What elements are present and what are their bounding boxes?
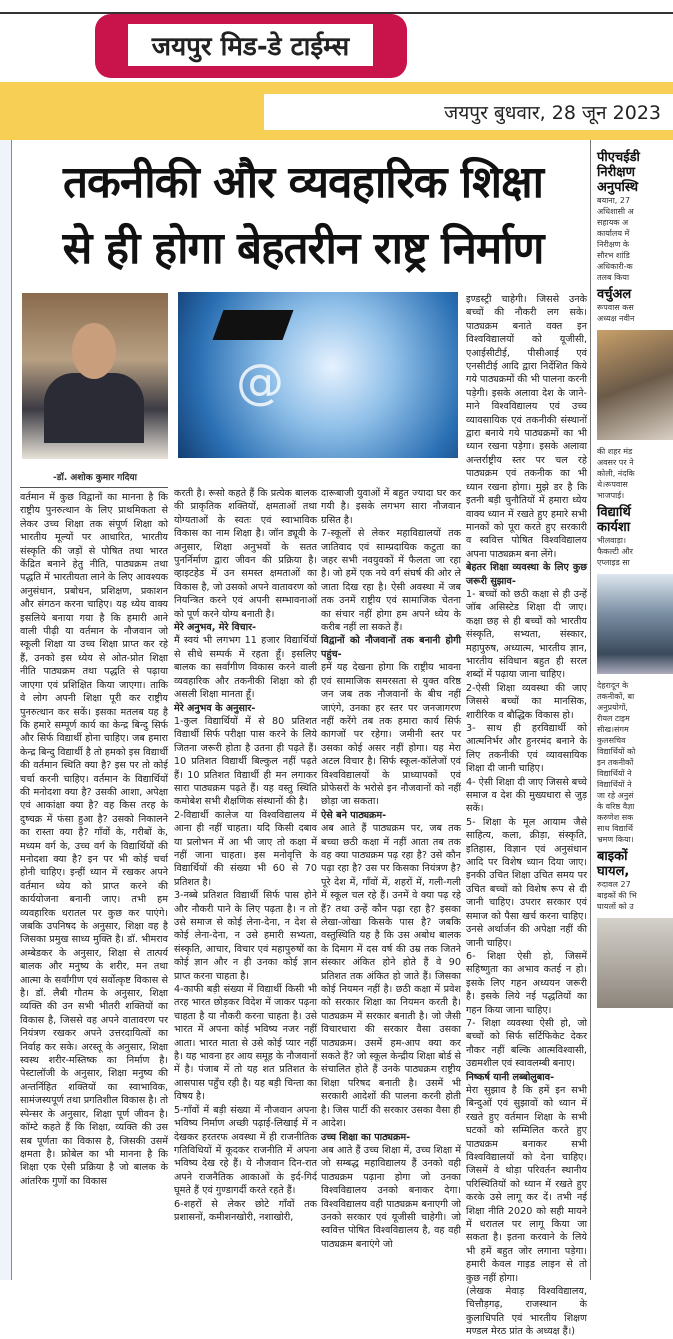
- masthead-title: जयपुर मिड-डे टाईम्स: [128, 24, 373, 66]
- sidebar-text-line: अधिकारी-क: [597, 262, 633, 271]
- paragraph: 3-नब्बे प्रतिशत विद्यार्थी सिर्फ पास होने और नौकरी पाने के लिए पढ़ता है। न तो उसे समाज से कोई लेना-देना, न देश से कोई लेना-देना, न उसे हमारी सभ्यता, संस्कृति, आचार, विचार एवं महापुरुषों का कोई ज्ञान और न ही उनका कोई ज्ञान प्राप्त करना चाहता है।: [174, 890, 317, 982]
- at-sign-icon: @: [236, 354, 284, 410]
- subheading: ऐसे बने पाठ्यक्रम-: [321, 809, 387, 821]
- paragraph: मेरा सुझाव है कि हमें इन सभी बिन्दुओं एवं सुझावों को ध्यान में रखते हुए वर्तमान शिक्षा के सभी घटकों को सम्मिलित करते हुए पाठ्यक्रम बनाकर सभी विश्वविद्यालयों को देना चाहिए। जिसमें वे थोड़ा परिवर्तन स्थानीय परिस्थितियों को ध्यान में रखते हुए करके उसे लागू कर दें। तभी नई शिक्षा नीति 2020 को सही मायने में धरातल पर लागू किया जा सकता है। इतना करवाने के लिये भी हमें बहुत जोर लगाना पड़ेगा। हमारी केवल गाइड लाइन से तो कुछ नहीं होगा।: [466, 1084, 587, 1284]
- sidebar-text-line: भाजपाई।: [597, 491, 625, 500]
- sidebar-headline: घायल,: [597, 864, 630, 879]
- sidebar-headline: कार्यशा: [597, 520, 631, 535]
- sidebar-text-line: भीलवाड़ा।: [597, 536, 627, 545]
- sidebar-text-line: घायलों को उ: [597, 902, 634, 911]
- sidebar-headline: विद्यार्थि: [597, 505, 631, 520]
- paragraph: मैं स्वयं भी लगभग 11 हजार विद्यार्थियों से सीधे सम्पर्क में रहता हूँ। इसलिए बालक का सर्वांगीण विकास करने वाली व्यवहारिक और तकनीकी शिक्षा को ही असली शिक्षा मानता हूँ।: [174, 635, 317, 701]
- column-divider: [590, 140, 591, 1280]
- sidebar-text-line: इन तकनीकों: [597, 758, 634, 767]
- paragraph: 7- शिक्षा व्यवस्था ऐसी हो, जो बच्चों को सिर्फ सर्टिफिकेट देकर नौकर नहीं बल्कि आत्मविश्वासी, उद्यमशील एवं स्वावलम्बी बनाए।: [466, 1017, 587, 1070]
- sidebar-text-line: कार्यालय में: [597, 229, 630, 238]
- sidebar-text-line: विद्यार्थियों ने: [597, 769, 632, 778]
- paragraph: 7-स्कूलों से लेकर महाविद्यालयों तक जातिवाद एवं साम्प्रदायिक कटुता का जहर सभी नवयुवकों में फैलता जा रहा है। जो हमें एक नये वर्ग संघर्ष की ओर ले जाता दिख रहा है। ऐसी अवस्था में जब तक उनमें राष्ट्रीय एवं सामाजिक चेतना का संचार नहीं होगा हम अपने ध्येय के करीब नहीं ला सकते हैं।: [321, 528, 461, 634]
- sidebar-photo: [597, 918, 673, 1008]
- sidebar-text-line: रुदावल 27: [597, 880, 631, 889]
- paragraph: इण्डस्ट्री चाहेगी। जिससे उनके बच्चों की नौकरी लग सके। पाठ्यक्रम बनाते वक्त इन विश्वविद्यालयों को यूजीसी, एआईसीटीई, पीसीआई एवं एनसीटीई आदि द्वारा निर्देशित किये गये पाठ्यक्रमों की भी पालना करनी पड़ेगी। इसके अलावा देश के जाने-माने विश्वविद्यालय एवं उच्च व्यावसायिक एवं तकनीकी संस्थानों द्वारा बनाये गये पाठ्यक्रमों का भी ध्यान रखना पड़ेगा। इसके अलावा अन्तर्राष्ट्रीय स्तर पर चल रहे पाठ्यक्रम एवं तकनीक का भी ध्यान रखना होगा। मुझे डर है कि इतनी बड़ी चुनौतियों में हमारा ध्येय वाक्य ध्यान में रखते हुए हमारे सभी मानकों को पूरा करते हुए सरकारी व स्ववित्त पोषित विश्वविद्यालय अपना पाठ्यक्रम बना लेंगे।: [466, 294, 587, 560]
- sidebar-headline: निरीक्षण: [597, 165, 635, 180]
- paragraph: 1- बच्चों को छठी कक्षा से ही उन्हें जॉब असिस्टेड शिक्षा दी जाए। कक्षा छह से ही बच्चों को भारतीय संस्कृति, सभ्यता, संस्कार, महापुरुष, अध्यात्म, भारतीय ज्ञान, भारतीय संविधान बहुत ही सरल शब्दों में पढ़ाया जाना चाहिए।: [466, 588, 587, 681]
- sidebar-photo: [597, 574, 673, 674]
- sidebar-text-line: थे।रूपवास: [597, 480, 628, 489]
- sidebar-text-line: तलब किया: [597, 273, 630, 282]
- paragraph: दारूबाजी युवाओं में बहुत ज्यादा घर कर गयी है। इसके लगभग सारा नौजवान ग्रसित है।: [321, 488, 461, 526]
- sidebar-headline: पीएचईडी: [597, 150, 640, 165]
- author-photo: [22, 293, 168, 459]
- paragraph: 2-ऐसी शिक्षा व्यवस्था की जाए जिससे बच्चों का मानसिक, शारीरिक व बौद्धिक विकास हो।: [466, 682, 587, 721]
- left-margin-strip: [0, 140, 12, 1280]
- sidebar-text-line: बाइकों की भि: [597, 891, 637, 900]
- article-column-1: [20, 487, 168, 1277]
- sidebar-text-line: बयाना, 27: [597, 196, 631, 205]
- sidebar-text-line: जा रहे अनुसं: [597, 791, 634, 800]
- sidebar-text-line: भ्रमण किया।: [597, 835, 634, 844]
- paragraph: वर्तमान में कुछ विद्वानों का मानना है कि राष्ट्रीय पुनरुत्थान के लिए प्राथमिकता से लेकर उच्च शिक्षा तक संपूर्ण शिक्षा को भारतीय मूल्यों पर आधारित, भारतीय संस्कृति की जड़ों से पोषित तथा भारत केंद्रित बनाने हेतु नीति, पाठ्यक्रम तथा पद्धति में भारतीयता लाने के लिए आवश्यक अनुसंधान, प्रबोधन, प्रशिक्षण, प्रकाशन और संगठन करना चाहिए। यह ध्येय वाक्य इसलिये बनाया गया है कि हमारी आने वाली पीढ़ी या वर्तमान के नौजवान जो स्कूली शिक्षा या उच्च शिक्षा प्राप्त कर रहे हैं, उनको इस ध्येय से ओत-प्रोत शिक्षा नीति पाठ्यक्रम तथा पद्धति से पढ़ाया जाएगा एवं प्रशिक्षित किया जाएगा। ताकि वे लोग अपनी शिक्षा पूरी कर राष्ट्रीय पुनरुत्थान कर सकें। इसका मतलब यह है कि हमारे सम्पूर्ण कार्य का केन्द्र बिन्दु सिर्फ और सिर्फ विद्यार्थी होना चाहिए। जब हमारा केन्द्र बिन्दु विद्यार्थी है तो हमको इस विद्यार्थी की वर्तमान स्थिति क्या है? इस पर तो कोई चर्चा करनी चाहिए। वर्तमान के विद्यार्थियों की मनोदशा क्या है? उसकी आशा, अपेक्षा एवं आकांक्षा क्या है? वह किस तरह के दुष्चक्र में फंसा हुआ है? उसको निकालने का रास्ता क्या है? गाँवों के, गरीबों के, मध्यम वर्ग के, उच्च वर्ग के विद्यार्थियों की मनोदशा क्या है? इन पर भी कोई चर्चा होनी चाहिए। इन्हीं ध्यान में रखकर अपने वर्तमान ध्येय को प्राप्त करने की कार्ययोजना बनानी जाए। तभी हम व्यवहारिक धरातल पर कुछ कर पाएंगे। जबकि उपनिषद के अनुसार, शिक्षा वह है जिसका प्रमुख साध्य मुक्ति है। डॉ. भीमराव अम्बेडकर के अनुसार, शिक्षा से तात्पर्य बालक और मनुष्य के शरीर, मन तथा आत्मा के सर्वांगीण एवं सर्वोत्कृष्ट विकास से है। डॉ. लैबी गौतम के अनुसार, शिक्षा व्यक्ति की उन सभी भीतरी शक्तियों का विकास है, जिससे वह अपने वातावरण पर नियंत्रण रखकर अपने उत्तरदायित्वों का निर्वाह कर सके। अरस्तू के अनुसार, शिक्षा स्वस्थ शरीर-मस्तिष्क का निर्माण है। पेस्टालॉजी के अनुसार, शिक्षा मनुष्य की अन्तर्निहित शक्तियों का स्वाभाविक, सामंजस्यपूर्ण तथा प्रगतिशील विकास है। तो स्पेन्सर के अनुसार, शिक्षा पूर्ण जीवन है। कॉम्टे कहते हैं कि शिक्षा, व्यक्ति की उस सब पूर्णता का विकास है, जिसकी उसमें क्षमता है। फ्रोबेल का भी मानना है कि शिक्षा एक ऐसी प्रक्रिया है जो बालक के आंतरिक गुणों का विकास: [20, 492, 169, 1187]
- graduation-cap-icon: [213, 310, 294, 340]
- masthead: [95, 14, 407, 78]
- paragraph: 6- शिक्षा ऐसी हो, जिसमें सहिष्णुता का अभाव कतई न हो। इसके लिए गहन अध्ययन जरूरी है। इसके लिये नई पद्धतियों का गहन किया जाना चाहिए।: [466, 950, 587, 1016]
- paragraph: 5- शिक्षा के मूल आयाम जैसे साहित्य, कला, क्रीड़ा, संस्कृति, इतिहास, विज्ञान एवं अनुसंधान आदि पर विशेष ध्यान दिया जाए। इनकी उचित शिक्षा उचित समय पर उचित बच्चों को विशेष रूप से दी जानी चाहिए। उपरार सरकार एवं समाज को पैसा खर्च करना चाहिए। उनसे अर्थार्जन की अपेक्षा नहीं की जानी चाहिए।: [466, 816, 587, 949]
- sidebar-text-line: अनुप्रयोगों,: [597, 703, 628, 712]
- subheading: विद्वानों को नौजवानों तक बनानी होगी पहुंच-: [321, 635, 461, 660]
- subheading: उच्च शिक्षा का पाठ्यक्रम-: [321, 1131, 411, 1143]
- sidebar-text-line: करुणेश सक: [597, 813, 634, 822]
- sidebar-text-line: सौरभ शांडि: [597, 251, 630, 260]
- headline-line-2: से ही होगा बेहतरीन राष्ट्र निर्माण: [62, 223, 544, 274]
- sidebar-text-line: सीख।संगम: [597, 725, 629, 734]
- author-byline: -डॉ. अशोक कुमार गदिया: [53, 473, 137, 483]
- sidebar-text-line: रीयल टाइम: [597, 714, 630, 723]
- sidebar-text-line: अवसर पर ने: [597, 458, 634, 467]
- subheading: निष्कर्ष यानी लब्बोलुबाव-: [466, 1071, 555, 1083]
- education-illustration: [178, 292, 458, 458]
- sidebar-text-line: विद्यार्थियों ने: [597, 780, 632, 789]
- sidebar-text-line: फैकल्टी और: [597, 547, 633, 556]
- sidebar-headline: अनुपस्थि: [597, 180, 639, 195]
- sidebar-text-line: तकनीकों, बा: [597, 692, 635, 701]
- article-column-2: [174, 487, 317, 1277]
- sidebar-text-line: अध्यक्ष नवीन: [597, 314, 635, 323]
- paragraph: 5-गाँवों में बड़ी संख्या में नौजवान अपना भविष्य निर्माण अच्छी पढ़ाई-लिखाई में न देखकर हरतरफ अवस्था में ही राजनीतिक गतिविधियों में कूदकर राजनीति में अपना भविष्य देख रहे हैं। ये नौजवान दिन-रात अपने राजनैतिक आकाओं के इर्द-गिर्द घूमते हैं एवं गुण्डागर्दी करते रहते हैं।: [174, 1104, 317, 1197]
- sidebar-text-line: सहायक अ: [597, 218, 629, 227]
- sidebar-text-line: कुलसचिव: [597, 736, 626, 745]
- paragraph: करती है। रूसो कहते हैं कि प्रत्येक बालक की प्राकृतिक शक्तियों, क्षमताओं तथा योग्यताओं के स्वतः एवं स्वाभाविक विकास का नाम शिक्षा है। जॉन ड्यूवी के अनुसार, शिक्षा अनुभवों के सतत पुनर्निर्माण द्वारा जीवन की प्रक्रिया है। व्हाइटहेड में उन समस्त क्षमताओं का विकास है, जो उसको अपने वातावरण को नियन्त्रित करने एवं अपनी सम्भावनाओं को पूर्ण करने योग्य बनाती है।: [174, 488, 317, 620]
- sidebar-news: [597, 150, 673, 1014]
- subheading: मेरे अनुभव, मेरे विचार-: [174, 622, 257, 634]
- sidebar-text-line: रूपवास कस: [597, 303, 634, 312]
- article-column-4: [466, 293, 587, 1338]
- headline: [18, 150, 588, 282]
- paragraph: 3- साथ ही हरविद्यार्थी को आत्मनिर्भर और हुनरमंद बनाने के लिए तकनीकी एवं व्यावसायिक शिक्षा दी जानी चाहिए।: [466, 723, 587, 775]
- article-column-3: [321, 487, 461, 1277]
- sidebar-text-line: की शहर मंड: [597, 447, 633, 456]
- sidebar-text-line: निरीक्षण के: [597, 240, 630, 249]
- paragraph: 2-विद्यार्थी कालेज या विश्वविद्यालय में आना ही नहीं चाहता। यदि किसी दबाव या प्रलोभन में आ भी जाए तो कक्षा में नहीं जाना चाहता। इस मनोवृत्ति के विद्यार्थियों की संख्या भी 60 से 70 प्रतिशत है।: [174, 809, 317, 888]
- sidebar-photo: [597, 330, 673, 440]
- sidebar-headline: बाइकों: [597, 849, 628, 864]
- paragraph: (लेखक मेवाड़ विश्वविद्यालय, चित्तौड़गढ़, राजस्थान के कुलाधिपति एवं भारतीय शिक्षण मण्डल मेरठ प्रांत के अध्यक्ष हैं।): [466, 1286, 587, 1338]
- paragraph: 1-कुल विद्यार्थियों में से 80 प्रतिशत विद्यार्थी सिर्फ परीक्षा पास करने के लिये जितना जरूरी होता है उतना ही पढ़ते हैं। 10 प्रतिशत विद्यार्थी बिल्कुल नहीं पढ़ते हैं। 10 प्रतिशत विद्यार्थी ही मन लगाकर सारा पाठ्यक्रम पढ़ते हैं। यह वस्तु स्थिति कमोबेश सभी शैक्षणिक संस्थानों की है।: [174, 715, 317, 808]
- paragraph: हमें यह देखना होगा कि राष्ट्रीय भावना एवं सामाजिक समरसता से युक्त वरिष्ठ जन जब तक नौजवानों के बीच नहीं जाएंगे, उनका हर स्तर पर जनजागरण नहीं करेंगे तब तक हमारा कार्य सिर्फ कागजों पर रहेगा। जमीनी स्तर पर उसका कोई असर नहीं होगा। यह मेरा अटल विचार है। सिर्फ स्कूल-कॉलेजों एवं विश्वविद्यालयों के प्राध्यापकों एवं प्रोफेसरों के भरोसे इन नौजवानों को नहीं छोड़ा जा सकता।: [321, 662, 461, 808]
- subheading: बेहतर शिक्षा व्यवस्था के लिए कुछ जरूरी सुझाव-: [466, 562, 587, 587]
- sidebar-text-line: एप्लाइड सा: [597, 558, 630, 567]
- dateline: जयपुर बुधवार, 28 जून 2023: [264, 94, 673, 130]
- headline-line-1: तकनीकी और व्यवहारिक शिक्षा: [62, 157, 544, 208]
- paragraph: 4- ऐसी शिक्षा दी जाए जिससे बच्चे समाज व देश की मुख्यधारा से जुड़ सकें।: [466, 776, 587, 815]
- sidebar-text-line: विद्यार्थियों को: [597, 747, 636, 756]
- sidebar-headline: वर्चुअल: [597, 287, 632, 302]
- sidebar-text-line: अधिशासी अ: [597, 207, 634, 216]
- sidebar-text-line: कोली, नंदकि: [597, 469, 635, 478]
- paragraph: 6-शहरों से लेकर छोटे गाँवों तक प्रशासनों, कमीशनखोरी, नशाखोरी,: [174, 1198, 317, 1223]
- subheading: मेरे अनुभव के अनुसार-: [174, 702, 256, 714]
- paragraph: अब आते हैं पाठ्यक्रम पर, जब तक बच्चा छठी कक्षा में नहीं आता तब तक वह क्या पाठ्यक्रम पढ़ रहा है? उसे कौन पढ़ा रहा है? उस पर किसका नियंत्रण है? पूरे देश में, गाँवों में, शहरों में, गली-गली में स्कूल चल रहे हैं। उनमें वे क्या पढ़ रहे हैं? तथा उन्हें कौन पढ़ा रहा है? इसका लेखा-जोखा किसके पास है? जबकि वस्तुस्थिति यह है कि उस अबोध बालक के दिमाग में दस वर्ष की उम्र तक जितने संस्कार अंकित होने होते हैं वे 90 प्रतिशत तक अंकित हो जाते हैं। जिसका कोई नियमन नहीं है। छठी कक्षा में प्रवेश को सरकार शिक्षा का नियमन करती है। पाठ्यक्रम में सरकार बनाती है। जो जैसी विचारधारा की सरकार वैसा उसका पाठ्यक्रम। उसमें हम-आप क्या कर सकते हैं? जो स्कूल केन्द्रीय शिक्षा बोर्ड से संचालित होते हैं उनके पाठ्यक्रम राष्ट्रीय शिक्षा परिषद बनाती है। उसमें भी सरकारी आदेशों की पालना करनी होती है। जिस पार्टी की सरकार उसका वैसा ही आदेश।: [321, 823, 461, 1130]
- paragraph: 4-काफी बड़ी संख्या में विद्यार्थी किसी भी तरह भारत छोड़कर विदेश में जाकर पढ़ना चाहता है या नौकरी करना चाहता है। उसे भारत में अपना कोई भविष्य नजर नहीं आता। भारत माता से उसे कोई प्यार नहीं है। यह भावना हर आय समूह के नौजवानों में है। पंजाब में तो यह शत प्रतिशत के आसपास पहुँच रही है। यह बड़ी चिन्ता का विषय है।: [174, 984, 317, 1103]
- sidebar-text-line: के वरिष्ठ वैज्ञा: [597, 802, 635, 811]
- sidebar-text-line: देहरादून के: [597, 681, 629, 690]
- sidebar-text-line: साथ विद्यार्थि: [597, 824, 633, 833]
- paragraph: अब आते हैं उच्च शिक्षा में, उच्च शिक्षा में जो सम्बद्ध महाविद्यालय हैं उनको वही पाठ्यक्रम पढ़ाना होगा जो उनका विश्वविद्यालय उनको बनाकर देगा। विश्वविद्यालय वही पाठ्यक्रम बनाएगी जो उनको सरकार एवं यूजीसी चाहेगी। जो स्ववित्त पोषित विश्वविद्यालय है, वह वही पाठ्यक्रम बनाएंगे जो: [321, 1144, 461, 1250]
